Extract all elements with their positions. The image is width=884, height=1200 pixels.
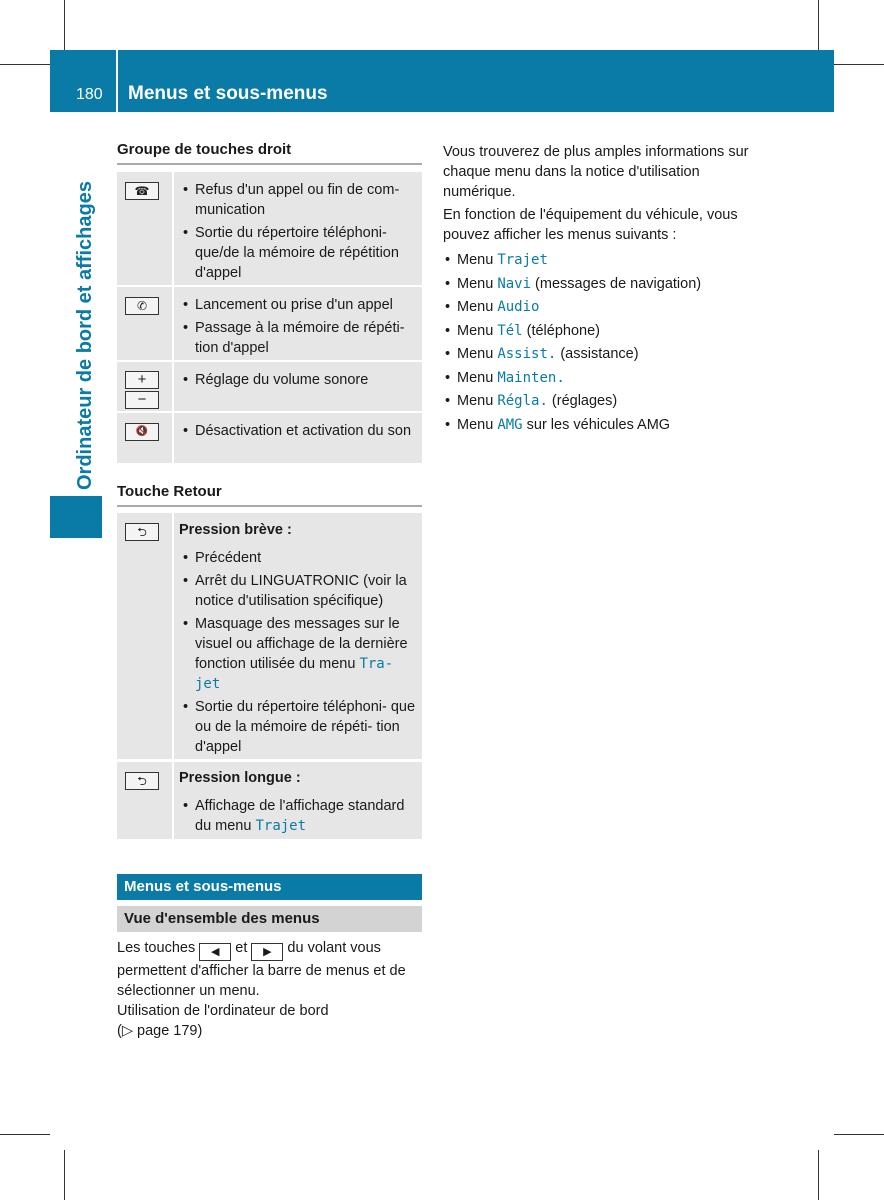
list-item: • Passage à la mémoire de répéti- tion d'appel xyxy=(179,318,416,358)
list-item: • Menu Assist. (assistance) xyxy=(443,344,763,364)
crop-mark xyxy=(0,64,50,65)
phone-accept-icon: ✆ xyxy=(125,297,159,315)
menu-list xyxy=(443,250,763,438)
arrow-right-icon: ▶ xyxy=(251,943,283,961)
paragraph: En fonction de l'équipement du véhicule, vous pouvez afficher les menus suivants : xyxy=(443,207,738,243)
crop-mark xyxy=(834,64,884,65)
list-item: • Menu Régla. (réglages) xyxy=(443,391,763,411)
arrow-left-icon: ◀ xyxy=(199,943,231,961)
mute-icon: 🔇 xyxy=(125,423,159,441)
list-item: • Sortie du répertoire téléphoni- que ou de la mémoire de répéti- tion d'appel xyxy=(179,697,416,757)
list-item: • Refus d'un appel ou fin de com- munication xyxy=(179,180,416,220)
crop-mark xyxy=(834,1134,884,1135)
volume-minus-icon: − xyxy=(125,391,159,409)
table-row xyxy=(117,360,422,411)
table-row xyxy=(117,285,422,360)
list-item: • Lancement ou prise d'un appel xyxy=(179,295,416,315)
section-title-right-group: Groupe de touches droit xyxy=(117,141,292,158)
list-item: • Désactivation et activation du son xyxy=(179,421,416,441)
list-item: • Masquage des messages sur le visuel ou affichage de la dernière fonction utilisée du menu Tra- jet xyxy=(179,614,416,694)
section-title-back-button: Touche Retour xyxy=(117,483,222,500)
crop-mark xyxy=(818,0,819,50)
list-item: • Menu Mainten. xyxy=(443,368,763,388)
back-arrow-icon: ⮌ xyxy=(125,523,159,541)
list-item: • Menu Navi (messages de navigation) xyxy=(443,274,763,294)
list-item: • Menu Audio xyxy=(443,297,763,317)
page-number: 180 xyxy=(76,86,103,103)
section-rule xyxy=(117,163,422,165)
crop-mark xyxy=(818,1150,819,1200)
page-reference: (▷ page 179) xyxy=(117,1023,203,1039)
header-divider xyxy=(116,50,118,112)
list-item: • Menu Trajet xyxy=(443,250,763,270)
table-row xyxy=(117,513,422,759)
subsection-heading: Vue d'ensemble des menus xyxy=(117,906,422,932)
volume-plus-icon: + xyxy=(125,371,159,389)
paragraph: Les touches ◀ et ▶ du volant vous permettent d'afficher la barre de menus et de sélectionner un menu. xyxy=(117,940,406,999)
chapter-tab-label: Ordinateur de bord et affichages xyxy=(74,181,96,490)
table-row xyxy=(117,411,422,463)
back-arrow-icon: ⮌ xyxy=(125,772,159,790)
list-item: • Précédent xyxy=(179,548,416,568)
table-row xyxy=(117,172,422,285)
short-press-heading: Pression brève : xyxy=(179,522,292,538)
list-item: • Sortie du répertoire téléphoni- que/de la mémoire de répétition d'appel xyxy=(179,223,416,283)
list-item: • Réglage du volume sonore xyxy=(179,370,416,390)
paragraph: Vous trouverez de plus amples informations sur chaque menu dans la notice d'utilisation numérique. xyxy=(443,144,749,200)
list-item: • Menu AMG sur les véhicules AMG xyxy=(443,415,763,435)
crop-mark xyxy=(64,0,65,50)
page-title: Menus et sous-menus xyxy=(128,83,328,104)
crop-mark xyxy=(0,1134,50,1135)
list-item: • Menu Tél (téléphone) xyxy=(443,321,763,341)
list-item: • Arrêt du LINGUATRONIC (voir la notice d'utilisation spécifique) xyxy=(179,571,416,611)
table-row xyxy=(117,760,422,839)
section-heading: Menus et sous-menus xyxy=(117,874,422,900)
section-rule xyxy=(117,505,422,507)
paragraph: Utilisation de l'ordinateur de bord (▷ page 179) xyxy=(117,1001,422,1041)
phone-hangup-icon: ☎ xyxy=(125,182,159,200)
list-item: • Affichage de l'affichage standard du menu Trajet xyxy=(179,796,416,836)
crop-mark xyxy=(64,1150,65,1200)
long-press-heading: Pression longue : xyxy=(179,770,301,786)
